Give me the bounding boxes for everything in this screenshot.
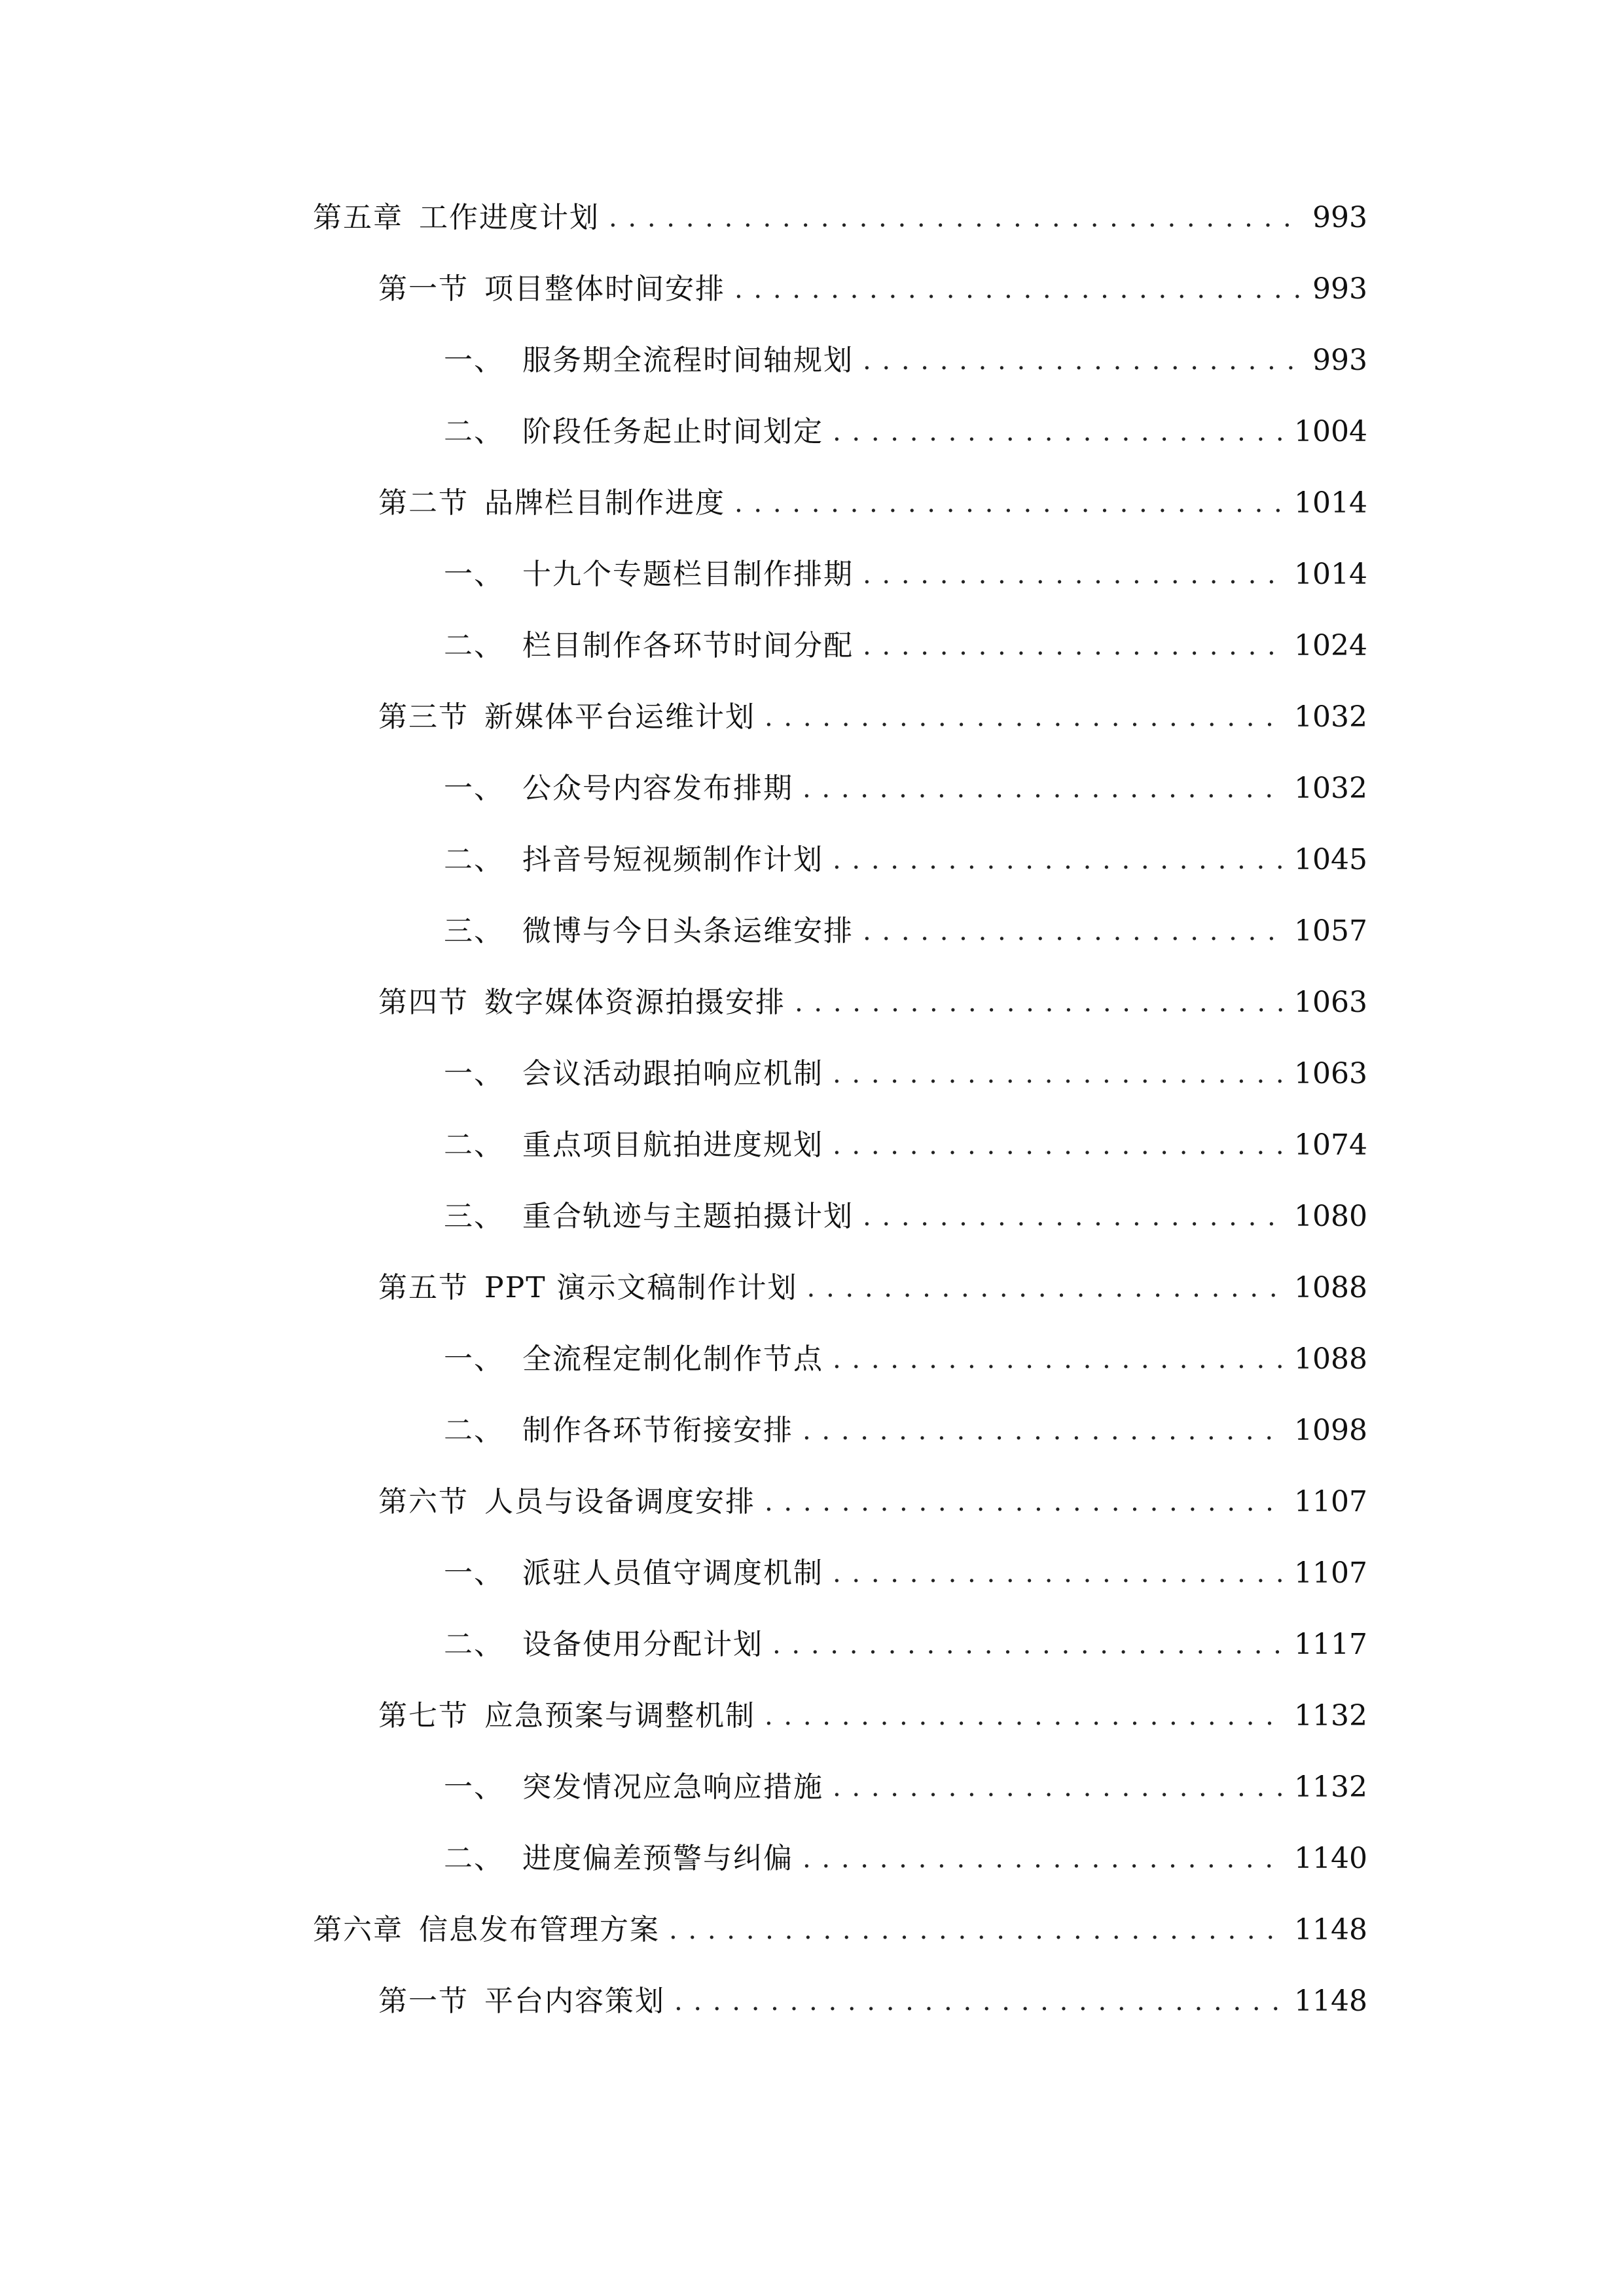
- toc-entry-number: 第五章: [313, 201, 403, 234]
- dot-leader: [833, 837, 1285, 883]
- dot-leader: [734, 266, 1303, 312]
- toc-entry-page: 1088: [1294, 1271, 1367, 1304]
- toc-entry-number: 一、: [444, 1342, 504, 1376]
- toc-entry[interactable]: [378, 694, 1367, 740]
- toc-entry-text: 微博与今日头条运维安排: [522, 914, 854, 948]
- dot-leader: [833, 409, 1285, 455]
- toc-entry[interactable]: [444, 908, 1367, 954]
- dot-leader: [863, 908, 1285, 954]
- toc-entry-title: [313, 195, 600, 241]
- toc-entry-text: 项目整体时间安排: [484, 272, 725, 306]
- toc-entry-page: 1074: [1294, 1128, 1367, 1162]
- toc-entry-number: 第二节: [378, 486, 469, 520]
- toc-entry[interactable]: [444, 1051, 1367, 1097]
- toc-entry-page: 1004: [1294, 415, 1367, 448]
- toc-entry-title: [444, 1194, 854, 1240]
- toc-entry[interactable]: [313, 1907, 1367, 1953]
- toc-entry-page: 993: [1312, 272, 1367, 306]
- toc-entry[interactable]: [444, 338, 1367, 384]
- toc-entry-title: [378, 694, 755, 740]
- toc-entry-page: 1032: [1294, 700, 1367, 734]
- toc-entry-text: 阶段任务起止时间划定: [522, 415, 823, 448]
- dot-leader: [803, 1836, 1285, 1882]
- toc-entry-page: 1063: [1294, 1057, 1367, 1090]
- toc-entry-number: 一、: [444, 558, 504, 591]
- toc-entry-number: 二、: [444, 1128, 504, 1162]
- toc-entry-text: 应急预案与调整机制: [484, 1699, 755, 1732]
- toc-entry-text: 公众号内容发布排期: [522, 772, 793, 805]
- toc-entry-title: [378, 266, 725, 312]
- toc-entry-title: [378, 480, 725, 526]
- toc-entry-page: 993: [1312, 201, 1367, 234]
- dot-leader: [833, 1551, 1285, 1596]
- toc-entry-title: [444, 1622, 763, 1668]
- toc-entry-number: 第七节: [378, 1699, 469, 1732]
- toc-entry[interactable]: [444, 552, 1367, 598]
- dot-leader: [765, 694, 1285, 740]
- toc-entry-title: [378, 980, 785, 1026]
- dot-leader: [803, 766, 1285, 812]
- toc-entry-page: 1088: [1294, 1342, 1367, 1376]
- toc-entry[interactable]: [444, 1836, 1367, 1882]
- toc-entry-text: 会议活动跟拍响应机制: [522, 1057, 823, 1090]
- toc-entry-title: [378, 1265, 798, 1311]
- toc-entry-text: 服务期全流程时间轴规划: [522, 344, 854, 377]
- toc-entry-text: 全流程定制化制作节点: [522, 1342, 823, 1376]
- toc-entry-text: 品牌栏目制作进度: [484, 486, 725, 520]
- toc-entry-page: 1098: [1294, 1414, 1367, 1447]
- toc-entry-number: 一、: [444, 1556, 504, 1590]
- toc-entry-number: 二、: [444, 629, 504, 662]
- toc-entry-page: 1132: [1294, 1699, 1367, 1732]
- toc-entry-text: 工作进度计划: [419, 201, 600, 234]
- dot-leader: [863, 1194, 1285, 1240]
- toc-entry-title: [444, 1336, 823, 1382]
- dot-leader: [833, 1336, 1285, 1382]
- toc-entry-title: [444, 1408, 793, 1454]
- toc-entry-number: 一、: [444, 1057, 504, 1090]
- toc-entry[interactable]: [444, 1122, 1367, 1168]
- toc-entry[interactable]: [444, 623, 1367, 669]
- dot-leader: [734, 480, 1285, 526]
- toc-entry-number: 一、: [444, 1770, 504, 1804]
- toc-entry-title: [444, 908, 854, 954]
- toc-entry-text: 信息发布管理方案: [419, 1913, 660, 1946]
- toc-entry-page: 1148: [1294, 1984, 1367, 2018]
- toc-entry-page: 1148: [1294, 1913, 1367, 1946]
- toc-entry-title: [444, 766, 793, 812]
- dot-leader: [669, 1907, 1285, 1953]
- dot-leader: [833, 1051, 1285, 1097]
- toc-entry-text: 突发情况应急响应措施: [522, 1770, 823, 1804]
- toc-entry-page: 1014: [1294, 558, 1367, 591]
- toc-entry-page: 1117: [1294, 1628, 1367, 1661]
- toc-entry[interactable]: [444, 409, 1367, 455]
- toc-entry[interactable]: [444, 1336, 1367, 1382]
- toc-entry[interactable]: [378, 1693, 1367, 1739]
- dot-leader: [674, 1979, 1285, 2024]
- toc-entry-title: [444, 1551, 823, 1596]
- toc-entry-page: 1063: [1294, 986, 1367, 1019]
- toc-entry[interactable]: [444, 1622, 1367, 1668]
- toc-entry-number: 一、: [444, 344, 504, 377]
- toc-entry-number: 第六节: [378, 1485, 469, 1518]
- toc-entry-text: 派驻人员值守调度机制: [522, 1556, 823, 1590]
- toc-entry-page: 1140: [1294, 1842, 1367, 1875]
- toc-entry[interactable]: [444, 1551, 1367, 1596]
- toc-entry-page: 1132: [1294, 1770, 1367, 1804]
- dot-leader: [765, 1693, 1285, 1739]
- toc-entry-page: 1107: [1294, 1485, 1367, 1518]
- toc-entry[interactable]: [378, 1979, 1367, 2024]
- dot-leader: [795, 980, 1285, 1026]
- toc-entry-page: 1107: [1294, 1556, 1367, 1590]
- dot-leader: [833, 1765, 1285, 1810]
- toc-entry[interactable]: [313, 195, 1367, 241]
- toc-entry[interactable]: [378, 980, 1367, 1026]
- toc-entry-text: 平台内容策划: [484, 1984, 665, 2018]
- toc-entry-page: 1014: [1294, 486, 1367, 520]
- toc-entry-number: 第一节: [378, 1984, 469, 2018]
- toc-entry-title: [378, 1479, 755, 1525]
- toc-entry-title: [444, 1122, 823, 1168]
- toc-entry-text: 人员与设备调度安排: [484, 1485, 755, 1518]
- toc-entry-text: 重点项目航拍进度规划: [522, 1128, 823, 1162]
- toc-entry-page: 1024: [1294, 629, 1367, 662]
- dot-leader: [863, 552, 1285, 598]
- toc-entry-text: 新媒体平台运维计划: [484, 700, 755, 734]
- toc-entry-title: [444, 1836, 793, 1882]
- dot-leader: [833, 1122, 1285, 1168]
- dot-leader: [807, 1265, 1285, 1311]
- toc-entry-text: 制作各环节衔接安排: [522, 1414, 793, 1447]
- toc-entry-page: 1045: [1294, 843, 1367, 876]
- toc-entry-title: [444, 837, 823, 883]
- toc-entry-title: [444, 409, 823, 455]
- toc-entry-number: 三、: [444, 1200, 504, 1233]
- toc-entry-text: 设备使用分配计划: [522, 1628, 763, 1661]
- toc-entry-page: 1080: [1294, 1200, 1367, 1233]
- toc-entry-number: 第六章: [313, 1913, 403, 1946]
- toc-entry-number: 二、: [444, 1414, 504, 1447]
- toc-entry-number: 第五节: [378, 1271, 469, 1304]
- dot-leader: [863, 623, 1285, 669]
- toc-entry-text: PPT 演示文稿制作计划: [484, 1271, 798, 1304]
- dot-leader: [772, 1622, 1285, 1668]
- toc-entry-title: [378, 1979, 665, 2024]
- toc-entry[interactable]: [378, 1479, 1367, 1525]
- toc-entry-text: 重合轨迹与主题拍摄计划: [522, 1200, 854, 1233]
- toc-entry[interactable]: [378, 1265, 1367, 1311]
- toc-entry-number: 第三节: [378, 700, 469, 734]
- toc-entry-title: [378, 1693, 755, 1739]
- toc-entry-title: [444, 1051, 823, 1097]
- toc-entry-page: 1057: [1294, 914, 1367, 948]
- toc-entry-title: [444, 338, 854, 384]
- toc-entry-number: 第四节: [378, 986, 469, 1019]
- toc-entry-number: 第一节: [378, 272, 469, 306]
- toc-entry-number: 二、: [444, 1842, 504, 1875]
- toc-entry-number: 一、: [444, 772, 504, 805]
- toc-entry-title: [444, 623, 854, 669]
- toc-entry[interactable]: [444, 837, 1367, 883]
- toc-entry-page: 993: [1312, 344, 1367, 377]
- toc-entry-number: 二、: [444, 415, 504, 448]
- toc-entry-title: [444, 1765, 823, 1810]
- toc-entry[interactable]: [444, 1765, 1367, 1810]
- toc-entry-number: 三、: [444, 914, 504, 948]
- toc-entry-title: [444, 552, 854, 598]
- toc-entry-text: 十九个专题栏目制作排期: [522, 558, 854, 591]
- toc-entry-number: 二、: [444, 1628, 504, 1661]
- toc-entry-text: 抖音号短视频制作计划: [522, 843, 823, 876]
- toc-entry-text: 数字媒体资源拍摄安排: [484, 986, 785, 1019]
- toc-entry[interactable]: [444, 1408, 1367, 1454]
- toc-entry-text: 栏目制作各环节时间分配: [522, 629, 854, 662]
- toc-entry-number: 二、: [444, 843, 504, 876]
- toc-entry[interactable]: [378, 480, 1367, 526]
- dot-leader: [863, 338, 1303, 384]
- dot-leader: [765, 1479, 1285, 1525]
- toc-entry[interactable]: [378, 266, 1367, 312]
- toc-entry-text: 进度偏差预警与纠偏: [522, 1842, 793, 1875]
- dot-leader: [803, 1408, 1285, 1454]
- toc-entry[interactable]: [444, 766, 1367, 812]
- toc-entry-page: 1032: [1294, 772, 1367, 805]
- toc-entry-title: [313, 1907, 660, 1953]
- dot-leader: [609, 195, 1303, 241]
- toc-entry[interactable]: [444, 1194, 1367, 1240]
